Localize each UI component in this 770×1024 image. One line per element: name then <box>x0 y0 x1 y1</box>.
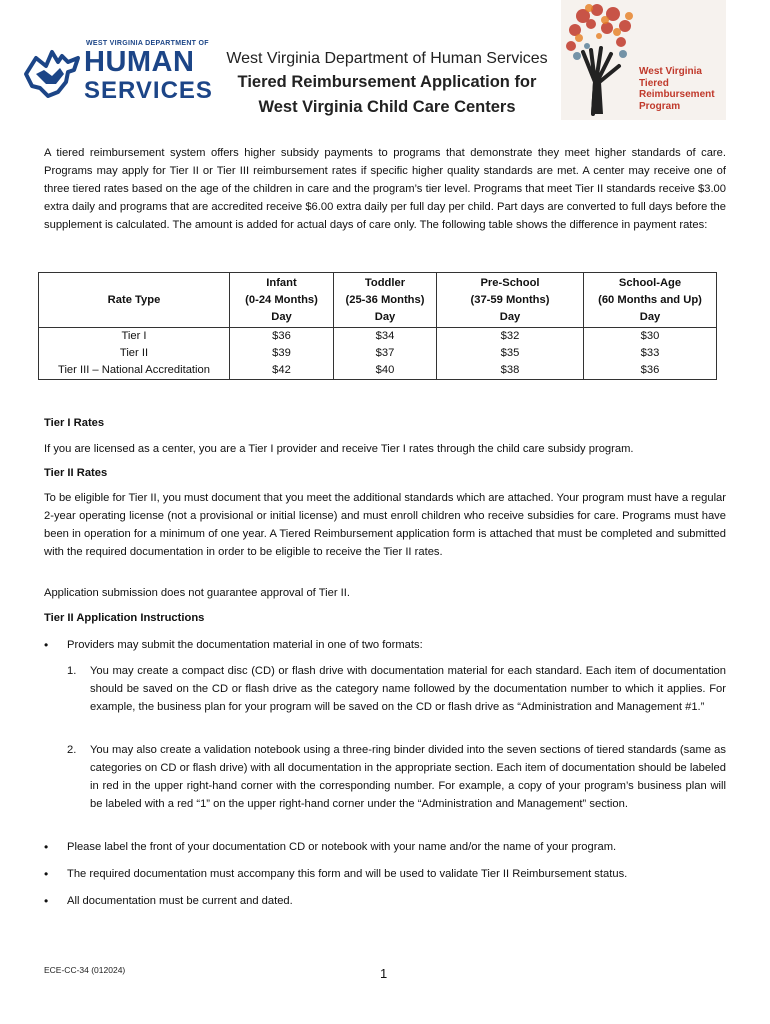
tier1-heading: Tier I Rates <box>44 417 105 429</box>
table-header-row <box>39 273 717 328</box>
list-item: You may also create a validation notebook using a three-ring binder divided into the seven sections of tiered standards (same as categories on CD or flash drive) with all documentation in the appropriate section. Each item of documentation should be labeled in red in the upper right-hand corner with the corresponding number. For example, a copy of your program’s business plan will be labeled with a red “1” on the upper right-hand corner under the “Administration and Management” section. <box>90 744 726 810</box>
tiered-program-logo <box>561 0 726 120</box>
page-number: 1 <box>380 966 388 981</box>
program-name-text: West Virginia Tiered Reimbursement Program <box>639 66 715 112</box>
table-cell: $36 <box>584 362 717 380</box>
list-item: Providers may submit the documentation material in one of two formats: <box>67 639 423 651</box>
header-school-age: School-Age (60 Months and Up) Day <box>584 273 717 328</box>
document-title-line1: Tiered Reimbursement Application for <box>237 73 537 91</box>
table-row <box>39 345 717 362</box>
list-number: 1. <box>67 665 77 677</box>
tier1-paragraph: If you are licensed as a center, you are a Tier I provider and receive Tier I rates through the child care subsidy program. <box>44 443 634 455</box>
header-preschool: Pre-School (37-59 Months) Day <box>437 273 584 328</box>
bullet-icon: • <box>44 867 49 881</box>
table-cell: $32 <box>437 328 584 346</box>
header-toddler: Toddler (25-36 Months) Day <box>334 273 437 328</box>
document-title-line2: West Virginia Child Care Centers <box>258 98 516 116</box>
table-cell: $35 <box>437 345 584 362</box>
list-item: All documentation must be current and dated. <box>67 895 293 907</box>
table-row <box>39 362 717 380</box>
table-cell: Tier I <box>39 328 230 346</box>
bullet-icon: • <box>44 840 49 854</box>
table-cell: $42 <box>230 362 334 380</box>
table-cell: $34 <box>334 328 437 346</box>
table-cell: $40 <box>334 362 437 380</box>
table-cell: $39 <box>230 345 334 362</box>
bullet-icon: • <box>44 894 49 908</box>
wv-state-map-icon <box>22 48 82 100</box>
list-item: Please label the front of your documentation CD or notebook with your name and/or the name of your program. <box>67 841 617 853</box>
list-item: The required documentation must accompany this form and will be used to validate Tier II Reimbursement status. <box>67 868 628 880</box>
header-rate-type: Rate Type <box>39 273 230 328</box>
intro-paragraph: A tiered reimbursement system offers higher subsidy payments to programs that demonstrate they meet higher standards of care. Programs may apply for Tier II or Tier III reimbursement rates if specific higher quality standards are met. A center may receive one of three tiered rates based on the age of the children in care and the program’s tier level. Programs that meet Tier II standards receive $3.00 extra daily and programs that are accredited receive $6.00 extra daily per full day per child. Part days are converted to full days before the supplement is calculated. The amount is added for actual days of care only. The following table shows the difference in payment rates: <box>44 147 726 231</box>
table-cell: $33 <box>584 345 717 362</box>
table-cell: $38 <box>437 362 584 380</box>
hand-tree-icon <box>563 2 641 118</box>
bullet-icon: • <box>44 638 49 652</box>
list-item: You may create a compact disc (CD) or flash drive with documentation material for each standard. Each item of documentation should be saved on the CD or flash drive as the category name followed by the documentation number to which it applies. For example, the business plan for your program will be saved on the CD or flash drive as “Administration and Management #1.” <box>90 665 726 713</box>
department-name: West Virginia Department of Human Services <box>226 50 548 67</box>
form-code: ECE-CC-34 (012024) <box>44 965 126 975</box>
table-cell: Tier II <box>39 345 230 362</box>
table-cell: $37 <box>334 345 437 362</box>
table-cell: $30 <box>584 328 717 346</box>
logo-small-text: WEST VIRGINIA DEPARTMENT OF <box>86 40 209 47</box>
table-row <box>39 328 717 346</box>
tier2-paragraph: To be eligible for Tier II, you must document that you meet the additional standards which are attached. Your program must have a regular 2-year operating license (not a provisional or initial license) and must enroll children who receive subsidies for care. Programs must have been in operation for a minimum of one year. A Tiered Reimbursement application form is attached that must be completed and submitted with the required documentation in order to be eligible to receive the Tier II rates. <box>44 492 726 558</box>
tier2-note: Application submission does not guarantee approval of Tier II. <box>44 587 350 599</box>
tier2-heading: Tier II Rates <box>44 467 108 479</box>
list-number: 2. <box>67 744 77 756</box>
document-header <box>212 48 562 120</box>
header-infant: Infant (0-24 Months) Day <box>230 273 334 328</box>
logo-human-text: HUMAN <box>84 46 195 78</box>
payment-rate-table <box>38 272 717 380</box>
dhs-logo <box>22 40 213 110</box>
instructions-heading: Tier II Application Instructions <box>44 612 205 624</box>
table-cell: Tier III – National Accreditation <box>39 362 230 380</box>
logo-services-text: SERVICES <box>84 77 213 104</box>
table-cell: $36 <box>230 328 334 346</box>
